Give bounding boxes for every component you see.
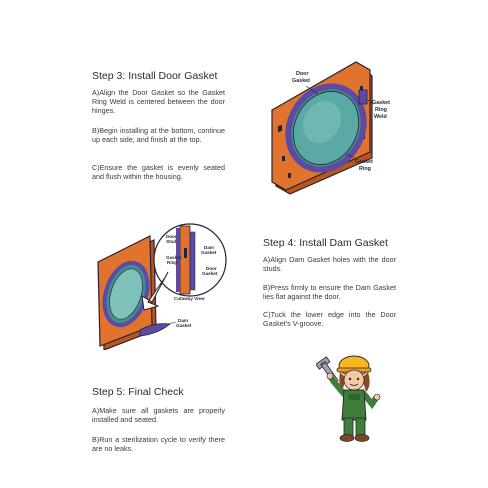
label-dam-gasket-1: Dam <box>204 245 214 250</box>
label-gasket-ring-a: Gasket <box>166 255 182 260</box>
label-door-gasket-b: Gasket <box>202 271 218 276</box>
label-dam-gasket-bottom-1: Dam <box>178 318 188 323</box>
step5-instruction-b: B)Run a sterilization cycle to verify there are no leaks. <box>92 435 225 453</box>
label-door-stud-2: Stud <box>166 239 177 244</box>
label-door-gasket-1: Door <box>296 71 309 77</box>
label-dam-gasket-bottom-2: Gasket <box>176 323 192 328</box>
step4-instruction-b: B)Press firmly to ensure the Dam Gasket lies flat against the door. <box>263 283 396 301</box>
dam-gasket-illustration <box>96 212 242 350</box>
step3-title: Step 3: Install Door Gasket <box>92 70 218 82</box>
step4-instruction-a: A)Align Dam Gasket holes with the door studs. <box>263 255 396 273</box>
label-door-gasket-2: Gasket <box>292 78 310 84</box>
label-gasket-ring-b: Ring <box>167 260 178 265</box>
label-gasket-ring-2: Ring <box>359 166 371 172</box>
step5-instruction-a: A)Make sure all gaskets are properly installed and seated. <box>92 406 225 424</box>
step3-instruction-b: B)Begin installing at the bottom, continue up each side, and finish at the top. <box>92 126 225 144</box>
step3-instruction-c: C)Ensure the gasket is evenly seated and flush within the housing. <box>92 163 225 181</box>
worker-illustration <box>316 352 388 444</box>
label-cutaway-view: Cutaway View <box>174 296 205 301</box>
step4-instruction-c: C)Tuck the lower edge into the Door Gasket's V-groove. <box>263 310 396 328</box>
label-door-stud-1: Door <box>166 234 177 239</box>
label-dam-gasket-2: Gasket <box>201 250 217 255</box>
label-door-gasket-a: Door <box>206 266 217 271</box>
step5-title: Step 5: Final Check <box>92 386 184 398</box>
step4-title: Step 4: Install Dam Gasket <box>263 237 388 249</box>
label-gasket-ring-weld-3: Weld <box>374 114 387 120</box>
label-gasket-ring-1: Gasket <box>355 159 373 165</box>
label-gasket-ring-weld-2: Ring <box>375 107 387 113</box>
step3-instruction-a: A)Align the Door Gasket so the Gasket Ring Weld is centered between the door hinges. <box>92 88 225 115</box>
door-gasket-illustration <box>262 56 402 196</box>
label-gasket-ring-weld-1: Gasket <box>372 100 390 106</box>
